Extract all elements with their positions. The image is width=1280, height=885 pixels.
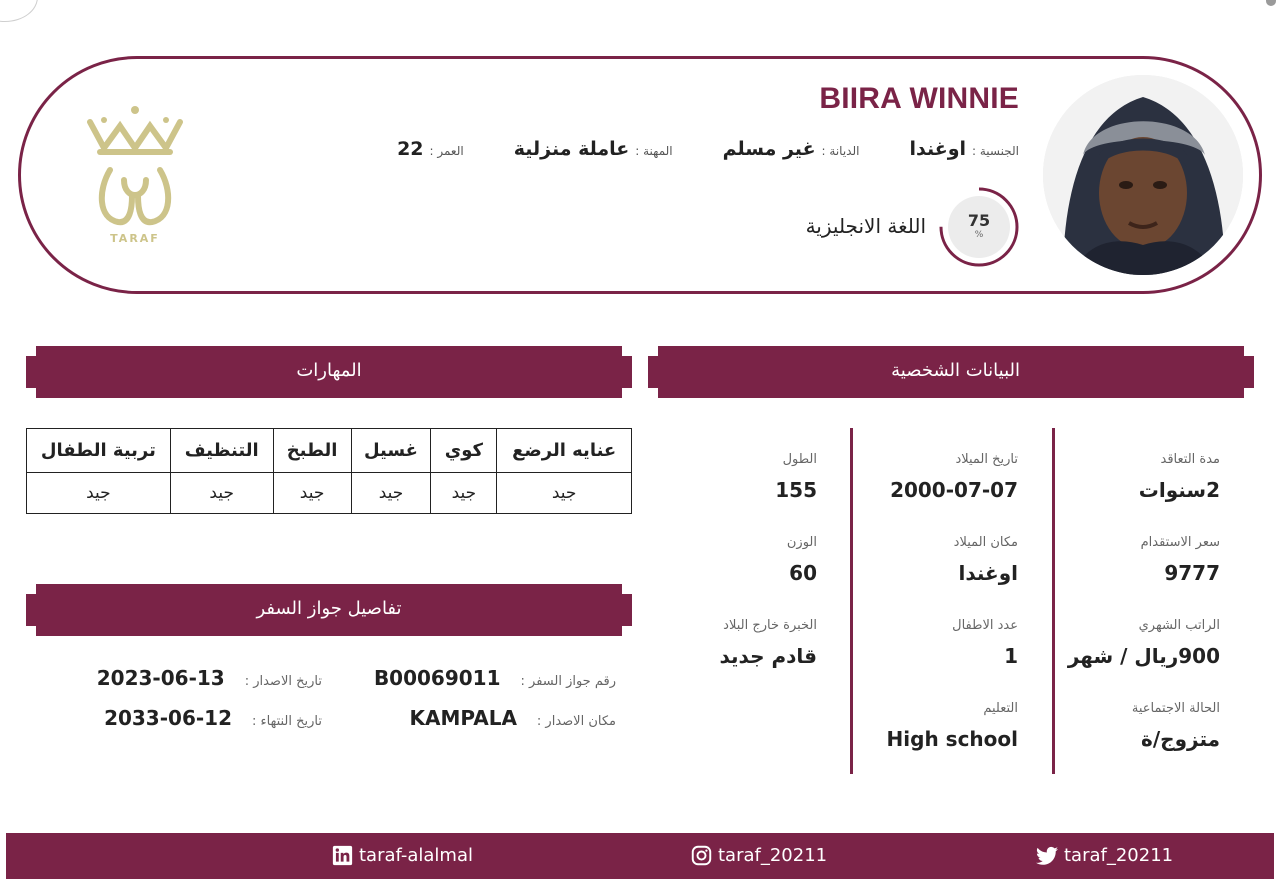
field-value: 155	[775, 478, 817, 502]
candidate-name: BIIRA WINNIE	[819, 82, 1019, 115]
skill-header: غسيل	[351, 429, 431, 473]
corner-decoration	[0, 0, 38, 22]
instagram-icon	[691, 845, 712, 866]
field-label: الوزن	[786, 535, 817, 550]
contract-duration-field	[1050, 428, 1220, 511]
twitter-handle: taraf_20211	[1064, 845, 1174, 866]
profession-value: عاملة منزلية	[513, 138, 630, 160]
english-percent-value: 75	[967, 211, 991, 230]
skill-header: التنظيف	[170, 429, 273, 473]
skill-value: جيد	[273, 473, 351, 514]
marital-status-field	[1050, 677, 1220, 760]
age-label: العمر :	[429, 144, 464, 158]
field-label: مدة التعاقد	[1160, 452, 1220, 467]
skill-value: جيد	[27, 473, 171, 514]
field-value: 2000-07-07	[890, 478, 1018, 502]
passport-number-label: رقم جواز السفر :	[520, 674, 616, 689]
field-value: 900ريال / شهر	[1067, 644, 1220, 668]
field-value: اوغندا	[958, 561, 1018, 585]
birth-place-field	[848, 511, 1018, 594]
instagram-link[interactable]	[691, 845, 827, 866]
field-value: متزوج/ة	[1141, 727, 1220, 751]
education-field	[848, 677, 1018, 760]
twitter-link[interactable]	[1036, 845, 1173, 866]
issue-date-value: 2023-06-13	[96, 666, 225, 690]
linkedin-icon	[332, 845, 353, 866]
skill-header: كوي	[431, 429, 497, 473]
profile-photo	[1043, 75, 1243, 275]
issue-place-label: مكان الاصدار :	[536, 714, 616, 729]
field-label: التعليم	[983, 701, 1018, 716]
profession-field	[514, 138, 673, 160]
religion-value: غير مسلم	[722, 138, 816, 160]
passport-title: تفاصيل جواز السفر	[256, 598, 402, 619]
skill-value: جيد	[497, 473, 632, 514]
issue-date-label: تاريخ الاصدار :	[244, 674, 322, 689]
skills-header-row	[27, 429, 632, 473]
field-value: 9777	[1164, 561, 1220, 585]
field-value: 2سنوات	[1138, 478, 1220, 502]
children-count-field	[848, 594, 1018, 677]
recruitment-price-field	[1050, 511, 1220, 594]
passport-number-field	[374, 666, 616, 690]
weight-field	[647, 511, 817, 594]
scrollbar-thumb[interactable]	[1266, 0, 1276, 6]
field-label: الطول	[782, 452, 817, 467]
field-label: مكان الميلاد	[953, 535, 1018, 550]
skill-header: تربية الطفال	[27, 429, 171, 473]
issue-place-field	[410, 706, 616, 730]
nationality-field	[909, 138, 1019, 160]
profession-label: المهنة :	[635, 144, 673, 158]
field-value: قادم جديد	[719, 644, 817, 668]
nationality-label: الجنسية :	[972, 144, 1019, 158]
field-label: الراتب الشهري	[1138, 618, 1220, 633]
passport-header	[26, 584, 632, 636]
age-value: 22	[397, 138, 424, 160]
personal-data-header	[648, 346, 1254, 398]
height-field	[647, 428, 817, 511]
issue-place-value: KAMPALA	[409, 706, 517, 730]
linkedin-handle: taraf-alalmal	[359, 845, 473, 866]
linkedin-link[interactable]	[332, 845, 473, 866]
experience-abroad-field	[647, 594, 817, 677]
personal-column-2	[848, 428, 1018, 760]
instagram-handle: taraf_20211	[718, 845, 828, 866]
avatar-illustration	[1043, 75, 1243, 275]
age-field	[397, 138, 464, 160]
candidate-info-row	[397, 138, 1019, 160]
religion-field	[723, 138, 860, 160]
expiry-date-value: 2033-06-12	[104, 706, 232, 730]
field-label: الحالة الاجتماعية	[1131, 701, 1220, 716]
skills-header	[26, 346, 632, 398]
skill-value: جيد	[431, 473, 497, 514]
skill-value: جيد	[351, 473, 431, 514]
personal-column-1	[1050, 428, 1220, 760]
twitter-icon	[1036, 846, 1058, 866]
field-label: الخبرة خارج البلاد	[723, 618, 817, 633]
taraf-logo-icon	[80, 100, 190, 250]
passport-number-value: B00069011	[373, 666, 501, 690]
field-value: High school	[886, 727, 1018, 751]
percent-symbol: %	[974, 230, 984, 240]
skill-header: عنايه الرضع	[497, 429, 632, 473]
personal-data-title: البيانات الشخصية	[891, 360, 1020, 381]
field-label: تاريخ الميلاد	[955, 452, 1018, 467]
expiry-date-field	[104, 706, 322, 730]
skills-table	[26, 428, 632, 514]
birth-date-field	[848, 428, 1018, 511]
expiry-date-label: تاريخ النتهاء :	[252, 714, 322, 729]
field-label: عدد الاطفال	[952, 618, 1018, 633]
monthly-salary-field	[1050, 594, 1220, 677]
issue-date-field	[97, 666, 322, 690]
skill-header: الطبخ	[273, 429, 351, 473]
field-value: 60	[789, 561, 817, 585]
field-value: 1	[1004, 644, 1018, 668]
nationality-value: اوغندا	[909, 138, 967, 160]
personal-column-3	[647, 428, 817, 677]
religion-label: الديانة :	[821, 144, 860, 158]
field-label: سعر الاستقدام	[1140, 535, 1220, 550]
logo-wordmark: TARAF	[110, 232, 160, 245]
skill-value: جيد	[170, 473, 273, 514]
english-label: اللغة الانجليزية	[805, 214, 926, 238]
skills-value-row	[27, 473, 632, 514]
skills-title: المهارات	[296, 360, 362, 381]
